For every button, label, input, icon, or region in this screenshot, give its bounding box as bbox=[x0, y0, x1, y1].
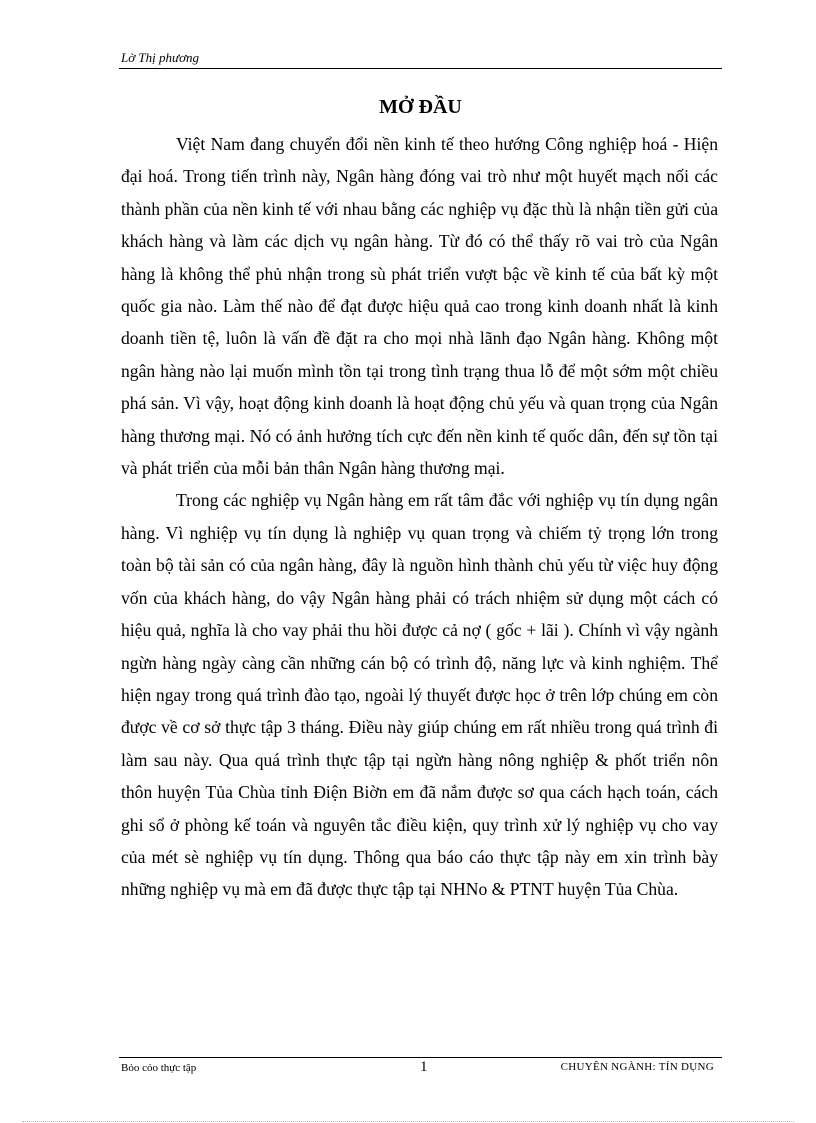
page-title: MỞ ĐẦU bbox=[379, 96, 462, 118]
paragraph: Việt Nam đang chuyển đổi nền kinh tế theo hướng Công nghiệp hoá - Hiện đại hoá. Trong tiến trình này, Ngân hàng đóng vai trò như một huyết mạch nối các thành phần của nền kinh tế với nhau bằng các nghiệp vụ đặc thù là nhận tiền gửi của khách hàng và làm các dịch vụ ngân hàng. Từ đó có thể thấy rõ vai trò của Ngân hàng là không thể phủ nhận trong sù phát triển vượt bậc về kinh tế của bất kỳ một quốc gia nào. Làm thế nào để đạt được hiệu quả cao trong kinh doanh nhất là kinh doanh tiền tệ, luôn là vấn đề đặt ra cho mọi nhà lãnh đạo Ngân hàng. Không một ngân hàng nào lại muốn mình tồn tại trong tình trạng thua lỗ để một sớm một chiều phá sản. Vì vậy, hoạt động kinh doanh là hoạt động chủ yếu và quan trọng của Ngân hàng thương mại. Nó có ảnh hưởng tích cực đến nền kinh tế quốc dân, đến sự tồn tại và phát triển của mỗi bản thân Ngân hàng thương mại. bbox=[121, 134, 718, 479]
footer-report-label: Bỏo cỏo thực tập bbox=[121, 1062, 197, 1074]
paragraph: Trong các nghiệp vụ Ngân hàng em rất tâm đắc với nghiệp vụ tín dụng ngân hàng. Vì nghiệp vụ tín dụng là nghiệp vụ quan trọng và chiếm tỷ trọng lớn trong toàn bộ tài sản có của ngân hàng, đây là nguồn hình thành chủ yếu từ việc huy động vốn của khách hàng, do vậy Ngân hàng phải có trách nhiệm sử dụng một cách có hiệu quả, nghĩa là cho vay phải thu hồi được cả nợ ( gốc + lãi ). Chính vì vậy ngành ngừn hàng ngày càng cần những cán bộ có trình độ, năng lực và kinh nghiệm. Thể hiện ngay trong quá trình đào tạo, ngoài lý thuyết được học ở trên lớp chúng em còn được về cơ sở thực tập 3 tháng. Điều này giúp chúng em rất nhiều trong quá trình đi làm sau này. Qua quá trình thực tập tại ngừn hàng nông nghiệp & phốt triển nôn thôn huyện Tủa Chùa tỉnh Điện Biờn em đã nắm được sơ qua cách hạch toán, cách ghi sổ ở phòng kế toán và nguyên tắc điều kiện, quy trình xử lý nghiệp vụ cho vay của mét sè nghiệp vụ tín dụng. Thông qua báo cáo thực tập này em xin trình bày những nghiệp vụ mà em đã được thực tập tại NHNo & PTNT huyện Tủa Chùa. bbox=[121, 490, 718, 900]
header-rule bbox=[119, 68, 722, 69]
footer-rule bbox=[119, 1057, 722, 1058]
header-author: Lờ Thị phương bbox=[121, 50, 200, 65]
page-number: 1 bbox=[420, 1059, 428, 1075]
footer-specialty: CHUYÊN NGÀNH: TÍN DỤNG bbox=[560, 1061, 714, 1073]
page-bottom-border bbox=[22, 1121, 794, 1122]
document-body bbox=[121, 128, 718, 906]
